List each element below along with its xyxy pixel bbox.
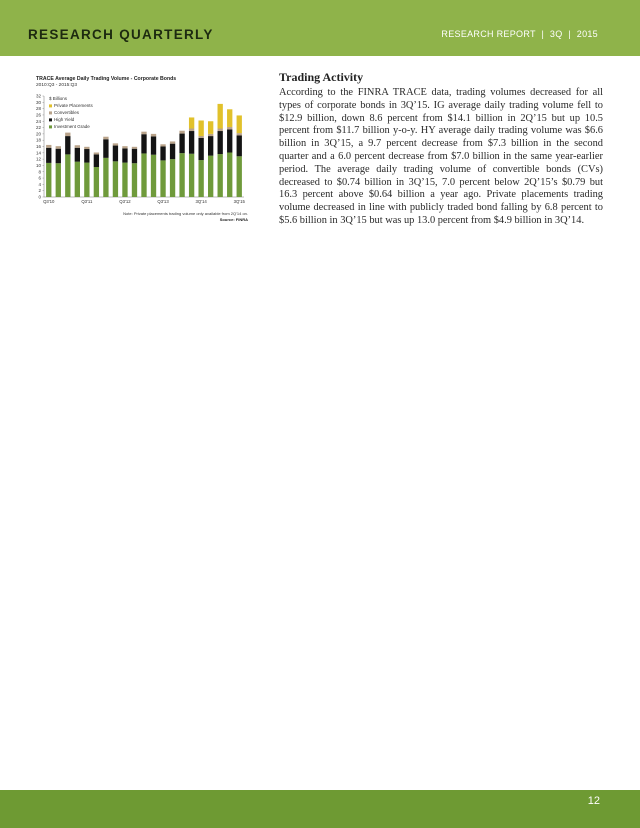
bar-high-yield <box>198 138 203 160</box>
bar-convertibles <box>113 143 118 145</box>
y-tick-label: 16 <box>35 144 41 149</box>
y-tick-label: 0 <box>38 194 41 200</box>
y-tick-label: 28 <box>35 106 41 112</box>
bar-investment-grade <box>75 162 80 197</box>
bar-investment-grade <box>103 158 108 197</box>
bar-high-yield <box>218 131 223 154</box>
bar-investment-grade <box>132 163 137 197</box>
y-tick-label: 18 <box>35 137 41 143</box>
bar-high-yield <box>160 147 165 161</box>
chart-title: TRACE Average Daily Trading Volume - Corporate Bonds <box>36 76 177 82</box>
bar-investment-grade <box>189 154 194 197</box>
bar-high-yield <box>94 154 99 167</box>
bar-convertibles <box>198 136 203 138</box>
legend-swatch <box>49 125 52 128</box>
y-tick-label: 26 <box>35 112 41 118</box>
y-tick-label: 2 <box>38 188 41 194</box>
y-tick-label: 32 <box>35 93 41 99</box>
bar-convertibles <box>208 134 213 136</box>
page-header <box>0 0 640 56</box>
bar-investment-grade <box>94 167 99 197</box>
bar-high-yield <box>189 131 194 154</box>
bar-private-placements <box>189 117 194 128</box>
bar-convertibles <box>84 147 89 149</box>
y-tick-label: 10 <box>35 162 41 168</box>
chart-plot <box>28 90 250 210</box>
bar-convertibles <box>75 145 80 148</box>
bar-high-yield <box>75 148 80 162</box>
bar-high-yield <box>208 136 213 156</box>
y-tick-label: 20 <box>35 131 41 137</box>
y-tick-label: 8 <box>38 169 41 175</box>
bar-investment-grade <box>170 159 175 197</box>
bar-high-yield <box>84 149 89 163</box>
bar-investment-grade <box>227 153 232 198</box>
x-tick-label: Q3'11 <box>81 199 93 204</box>
bar-convertibles <box>132 147 137 149</box>
y-tick-label: 12 <box>35 156 41 162</box>
x-tick-label: Q3'12 <box>119 199 131 204</box>
bar-high-yield <box>103 139 108 158</box>
report-label <box>441 29 598 39</box>
x-tick-label: Q3'13 <box>157 199 169 204</box>
bar-high-yield <box>179 134 184 154</box>
publication-title: RESEARCH QUARTERLY <box>28 27 214 42</box>
y-tick-label: 14 <box>35 150 41 156</box>
bar-high-yield <box>56 149 61 164</box>
bar-investment-grade <box>65 154 70 197</box>
bar-high-yield <box>113 146 118 162</box>
bar-investment-grade <box>160 160 165 197</box>
bar-high-yield <box>46 148 51 163</box>
bar-high-yield <box>151 136 156 154</box>
bar-convertibles <box>151 134 156 137</box>
bar-high-yield <box>65 136 70 154</box>
bar-investment-grade <box>179 153 184 197</box>
bar-high-yield <box>132 149 137 164</box>
bar-convertibles <box>103 137 108 140</box>
bar-high-yield <box>237 135 242 156</box>
bar-convertibles <box>94 153 99 155</box>
trace-volume-chart <box>28 75 250 225</box>
bar-convertibles <box>189 129 194 132</box>
legend-label: High Yield <box>54 117 75 122</box>
bar-investment-grade <box>84 163 89 197</box>
page-footer <box>0 790 640 828</box>
bar-investment-grade <box>237 156 242 197</box>
bar-convertibles <box>179 131 184 134</box>
report-quarter: 3Q <box>549 29 563 39</box>
bar-high-yield <box>227 129 232 152</box>
legend-swatch <box>49 104 52 107</box>
report-year: 2015 <box>576 29 598 39</box>
bar-convertibles <box>65 133 70 136</box>
bar-investment-grade <box>141 153 146 197</box>
x-tick-label: 3Q'14 <box>195 199 207 204</box>
bar-investment-grade <box>122 163 127 197</box>
legend-label: Investment Grade <box>54 124 90 129</box>
report-name: RESEARCH REPORT <box>441 29 536 39</box>
article-body: According to the FINRA TRACE data, trading volumes decreased for all types of corporate bonds in 3Q’15. IG average daily trading volume fell to $12.9 billion, down 8.6 percent from $14.1 billion in 2Q’15 but up 10.5 percent from $11.7 billion y-o-y. HY average daily trading volume was $6.6 billion in 3Q’15, a 9.7 percent decrease from $7.3 billion in the second quarter and a 6.0 percent decrease from $7.0 billion in the same year-earlier period. The average daily trading volume of convertible bonds (CVs) decreased to $0.74 billion in 3Q’15, 7.0 percent below 2Q’15’s $0.79 but 16.3 percent above $0.64 billion a year ago. Private placements trading volume decreased in line with publicly traded bond falling by 6.8 percent to $5.6 billion in 3Q’15 but was up 13.0 percent from $4.9 billion in 3Q’14. <box>279 87 603 226</box>
y-tick-label: 22 <box>35 125 41 131</box>
bar-investment-grade <box>56 163 61 197</box>
bar-investment-grade <box>46 163 51 197</box>
bar-investment-grade <box>113 161 118 197</box>
bar-private-placements <box>227 109 232 127</box>
separator: | <box>541 29 545 39</box>
bar-high-yield <box>170 144 175 159</box>
chart-subtitle: 2010:Q3 - 2015:Q3 <box>36 83 78 88</box>
bar-convertibles <box>218 129 223 132</box>
separator: | <box>568 29 571 39</box>
bar-convertibles <box>46 145 51 148</box>
bar-high-yield <box>141 134 146 153</box>
bar-private-placements <box>198 120 203 135</box>
bar-private-placements <box>208 121 213 134</box>
legend-label: Private Placements <box>54 103 93 108</box>
legend-swatch <box>49 118 52 121</box>
bar-investment-grade <box>218 154 223 197</box>
bar-convertibles <box>141 132 146 135</box>
unit-label: $ Billions <box>49 96 68 101</box>
bar-private-placements <box>237 115 242 133</box>
bar-convertibles <box>56 146 61 149</box>
legend-label: Convertibles <box>54 110 80 115</box>
page-number: 12 <box>587 795 600 807</box>
bar-convertibles <box>237 133 242 135</box>
bar-convertibles <box>170 141 175 143</box>
bar-convertibles <box>227 127 232 129</box>
bar-high-yield <box>122 148 127 162</box>
bar-convertibles <box>122 146 127 148</box>
bar-convertibles <box>160 144 165 146</box>
y-tick-label: 6 <box>38 175 41 181</box>
bar-private-placements <box>218 104 223 129</box>
y-tick-label: 24 <box>35 118 41 124</box>
x-tick-label: Q3'10 <box>43 199 55 204</box>
bar-investment-grade <box>198 160 203 197</box>
article-heading: Trading Activity <box>279 70 364 84</box>
x-tick-label: 3Q'15 <box>233 199 245 204</box>
chart-note: Note: Private placements trading volume only available from 2Q'14 on. <box>123 211 248 216</box>
chart-source: Source: FINRA <box>219 217 248 222</box>
y-tick-label: 4 <box>38 181 41 187</box>
y-tick-label: 30 <box>35 99 41 105</box>
bar-investment-grade <box>208 156 213 197</box>
bar-investment-grade <box>151 155 156 197</box>
legend-swatch <box>49 111 52 114</box>
article <box>279 70 603 228</box>
